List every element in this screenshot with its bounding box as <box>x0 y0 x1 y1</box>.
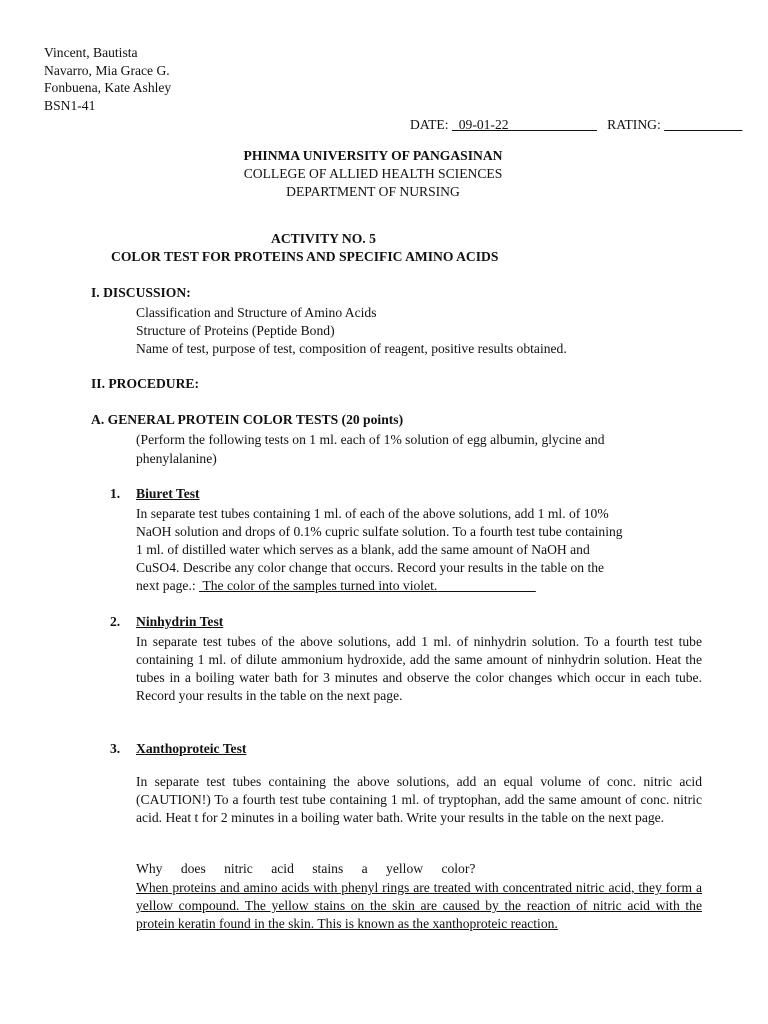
test-number: 3. <box>110 741 121 756</box>
discussion-item: Classification and Structure of Amino Acids <box>136 305 377 320</box>
college-name: COLLEGE OF ALLIED HEALTH SCIENCES <box>243 166 503 181</box>
biuret-answer: The color of the samples turned into violet. <box>202 578 438 593</box>
test-name-xanthoproteic: Xanthoproteic Test <box>136 741 247 756</box>
department-name: DEPARTMENT OF NURSING <box>286 184 460 199</box>
biuret-prefix: next page.: <box>136 578 196 593</box>
date-label: DATE: <box>410 117 449 132</box>
biuret-text-line: CuSO4. Describe any color change that occurs. Record your results in the table on the <box>136 560 605 575</box>
ninhydrin-text: In separate test tubes of the above solutions, add 1 ml. of ninhydrin solution. To a fourth test tube containing 1 ml. of dilute ammonium hydroxide, add the same amount of ninhydrin solution. Heat the tubes in a boiling water bath for 3 minutes and observe the color changes which occur in each tube. Record your results in the table on the next page. <box>136 634 702 703</box>
test-name-ninhydrin: Ninhydrin Test <box>136 614 224 629</box>
discussion-heading: I. DISCUSSION: <box>91 285 191 300</box>
section-a-heading: A. GENERAL PROTEIN COLOR TESTS (20 points) <box>91 412 404 427</box>
author-name: Navarro, Mia Grace G. <box>44 62 170 78</box>
section-a-note: (Perform the following tests on 1 ml. each of 1% solution of egg albumin, glycine and <box>136 432 605 447</box>
biuret-text-line: NaOH solution and drops of 0.1% cupric sulfate solution. To a fourth test tube containing <box>136 524 623 539</box>
biuret-text-line: 1 ml. of distilled water which serves as a blank, add the same amount of NaOH and <box>136 542 590 557</box>
author-name: Vincent, Bautista <box>44 45 138 60</box>
rating-label: RATING: <box>607 117 661 132</box>
activity-title: COLOR TEST FOR PROTEINS AND SPECIFIC AMINO ACIDS <box>111 249 499 264</box>
author-name: Fonbuena, Kate Ashley <box>44 80 172 95</box>
procedure-heading: II. PROCEDURE: <box>91 376 199 391</box>
test-number: 1. <box>110 486 121 501</box>
xanthoproteic-text: In separate test tubes containing the above solutions, add an equal volume of conc. nitric acid (CAUTION!) To a fourth test tube containing 1 ml. of tryptophan, add the same amount of conc. nitric acid. Heat t for 2 minutes in a boiling water bath. Write your results in the table on the next page. <box>136 774 702 825</box>
biuret-text-line: In separate test tubes containing 1 ml. of each of the above solutions, add 1 ml. of 10% <box>136 506 609 521</box>
date-rating-line <box>410 116 742 134</box>
xanthoproteic-question: Why does nitric acid stains a yellow color? <box>136 861 476 876</box>
test-number: 2. <box>110 614 121 629</box>
activity-number: ACTIVITY NO. 5 <box>271 231 376 246</box>
section-a-note: phenylalanine) <box>136 451 217 466</box>
test-name-biuret: Biuret Test <box>136 486 200 501</box>
date-value: 09-01-22 <box>458 117 509 132</box>
rating-blank <box>664 117 742 132</box>
author-block <box>44 44 171 114</box>
biuret-answer-line <box>136 577 536 595</box>
discussion-item: Name of test, purpose of test, composition of reagent, positive results obtained. <box>136 341 567 356</box>
university-name: PHINMA UNIVERSITY OF PANGASINAN <box>243 148 503 163</box>
xanthoproteic-answer: When proteins and amino acids with phenyl rings are treated with concentrated nitric acid, they form a yellow compound. The yellow stains on the skin are caused by the reaction of nitric acid with the protein keratin found in the skin. This is known as the xanthoproteic reaction. <box>136 880 702 931</box>
section-code: BSN1-41 <box>44 97 96 113</box>
discussion-item: Structure of Proteins (Peptide Bond) <box>136 323 335 338</box>
